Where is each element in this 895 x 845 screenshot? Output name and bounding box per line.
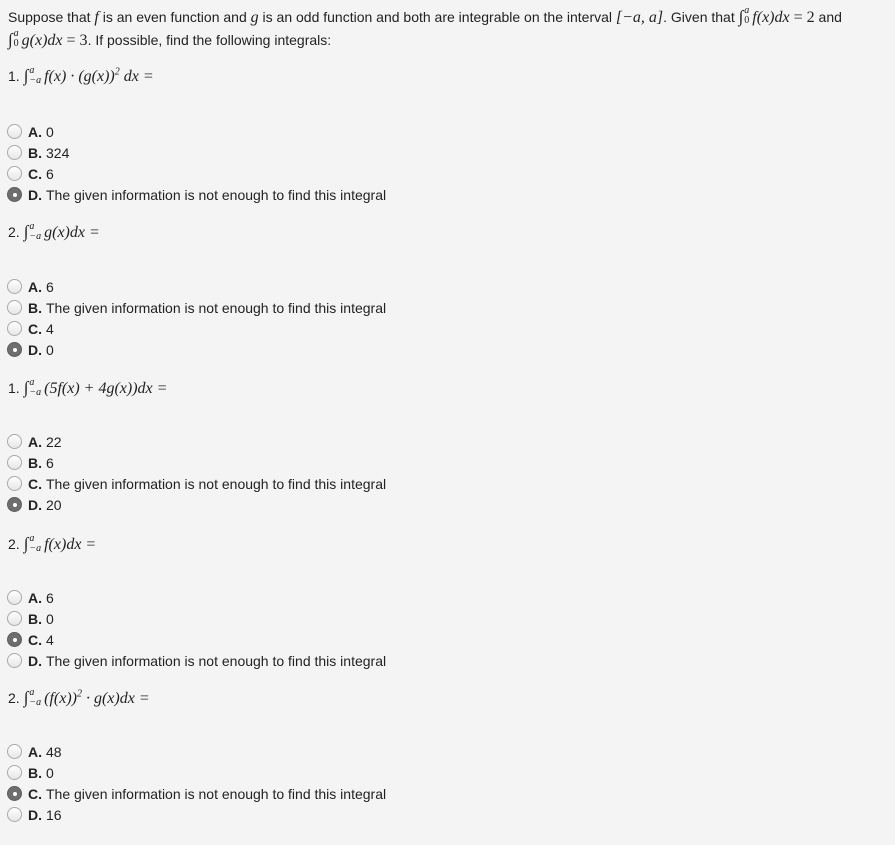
integrand: f(x) · (g(x)) (44, 68, 115, 86)
option-text: 0 (46, 341, 54, 358)
radio-button[interactable] (7, 765, 22, 780)
radio-button[interactable] (7, 342, 22, 357)
option-text: 4 (46, 320, 54, 337)
integrand: f(x)dx = (44, 536, 97, 554)
upper-limit: a (29, 376, 35, 388)
question-integral (23, 686, 150, 708)
answer-option[interactable] (7, 318, 386, 339)
option-text: 16 (46, 806, 62, 823)
answer-option[interactable] (7, 741, 386, 762)
upper-limit: a (29, 686, 35, 698)
option-text: 324 (46, 144, 70, 161)
radio-button[interactable] (7, 279, 22, 294)
option-letter: D. (28, 186, 42, 203)
answer-options (7, 587, 386, 671)
option-label[interactable] (28, 300, 386, 316)
integrand: (5f(x) + 4g(x))dx = (44, 380, 168, 398)
integral-sign: ∫ (23, 688, 29, 708)
lower-limit: −a (29, 386, 42, 398)
integrand: g(x)dx (21, 32, 63, 49)
integral-sign: ∫ (23, 66, 29, 86)
question-number: 1. (8, 380, 20, 397)
option-label[interactable] (28, 653, 386, 669)
option-text: 6 (46, 589, 54, 606)
radio-button[interactable] (7, 807, 22, 822)
option-letter: C. (28, 165, 42, 182)
option-label[interactable] (28, 786, 386, 802)
intro-text-5: and (818, 9, 842, 25)
option-label[interactable] (28, 321, 54, 337)
answer-options (7, 276, 386, 360)
answer-option[interactable] (7, 608, 386, 629)
radio-button[interactable] (7, 166, 22, 181)
lower-limit: −a (29, 542, 42, 554)
option-letter: D. (28, 652, 42, 669)
option-letter: B. (28, 454, 42, 471)
question-integral (23, 532, 97, 554)
option-text: The given information is not enough to find this integral (46, 652, 387, 669)
option-letter: A. (28, 743, 42, 760)
integral-value: = 2 (793, 9, 815, 26)
answer-options (7, 121, 386, 205)
option-letter: B. (28, 299, 42, 316)
answer-options (7, 431, 386, 515)
answer-option[interactable] (7, 629, 386, 650)
answer-option[interactable] (7, 163, 386, 184)
option-label[interactable] (28, 765, 54, 781)
integral-limits (14, 30, 19, 48)
question-prompt (8, 62, 154, 84)
option-text: 0 (46, 764, 54, 781)
intro-text-1: Suppose that (8, 9, 91, 25)
option-letter: C. (28, 785, 42, 802)
lower-limit: −a (29, 696, 42, 708)
option-letter: D. (28, 341, 42, 358)
lower-limit: 0 (744, 15, 750, 27)
integral-sign: ∫ (23, 534, 29, 554)
option-text: The given information is not enough to find this integral (46, 299, 387, 316)
integral-sign: ∫ (8, 30, 13, 49)
question-number: 2. (8, 224, 20, 241)
answer-option[interactable] (7, 494, 386, 515)
radio-button[interactable] (7, 145, 22, 160)
answer-option[interactable] (7, 121, 386, 142)
option-letter: C. (28, 631, 42, 648)
radio-button[interactable] (7, 321, 22, 336)
intro-text-4: . Given that (663, 9, 735, 25)
option-text: 6 (46, 278, 54, 295)
question-prompt (8, 530, 96, 552)
answer-option[interactable] (7, 184, 386, 205)
option-letter: D. (28, 496, 42, 513)
answer-option[interactable] (7, 473, 386, 494)
lower-limit: −a (29, 230, 42, 242)
option-text: 0 (46, 123, 54, 140)
upper-limit: a (29, 64, 35, 76)
interval: [−a, a] (615, 9, 664, 26)
radio-button[interactable] (7, 744, 22, 759)
integral-sign: ∫ (738, 7, 744, 26)
option-label[interactable] (28, 590, 54, 606)
radio-button[interactable] (7, 187, 22, 202)
answer-option[interactable] (7, 452, 386, 473)
answer-option[interactable] (7, 297, 386, 318)
upper-limit: a (29, 220, 35, 232)
radio-button[interactable] (7, 476, 22, 491)
option-label[interactable] (28, 279, 54, 295)
option-label[interactable] (28, 744, 62, 760)
integral-value: = 3 (66, 32, 88, 49)
upper-limit: a (744, 5, 750, 17)
answer-option[interactable] (7, 339, 386, 360)
answer-option[interactable] (7, 650, 386, 671)
answer-option[interactable] (7, 431, 386, 452)
intro-text-3: is an odd function and both are integrable on the interval (262, 9, 612, 25)
radio-button[interactable] (7, 611, 22, 626)
answer-option[interactable] (7, 804, 386, 825)
function-g: g (250, 9, 259, 26)
answer-options (7, 741, 386, 825)
integral-limits (744, 7, 749, 25)
integrand-rest: dx = (123, 68, 154, 86)
integrand: (f(x)) (44, 690, 77, 708)
lower-limit: −a (29, 74, 42, 86)
exponent: 2 (76, 689, 82, 700)
option-letter: C. (28, 320, 42, 337)
option-label[interactable] (28, 476, 386, 492)
intro-text-6: . If possible, find the following integrals: (87, 32, 332, 48)
integrand-rest: · g(x)dx = (85, 690, 150, 708)
option-letter: A. (28, 278, 42, 295)
radio-button[interactable] (7, 632, 22, 647)
option-label[interactable] (28, 342, 54, 358)
radio-button[interactable] (7, 455, 22, 470)
radio-button[interactable] (7, 434, 22, 449)
question-number: 2. (8, 690, 20, 707)
option-letter: B. (28, 610, 42, 627)
radio-button[interactable] (7, 786, 22, 801)
question-number: 2. (8, 536, 20, 553)
option-label[interactable] (28, 145, 69, 161)
question-prompt (8, 684, 150, 706)
upper-limit: a (29, 532, 35, 544)
option-text: The given information is not enough to find this integral (46, 785, 387, 802)
option-text: 6 (46, 454, 54, 471)
integral-limits (29, 376, 42, 398)
answer-option[interactable] (7, 276, 386, 297)
question-integral (23, 220, 100, 242)
option-label[interactable] (28, 166, 54, 182)
integral-limits (29, 64, 42, 86)
option-label[interactable] (28, 497, 62, 513)
option-label[interactable] (28, 124, 54, 140)
integrand: g(x)dx = (44, 224, 100, 242)
exponent: 2 (114, 67, 120, 78)
problem-statement (8, 6, 888, 52)
option-letter: C. (28, 475, 42, 492)
option-label[interactable] (28, 434, 62, 450)
integrand: f(x)dx (752, 9, 790, 26)
radio-button[interactable] (7, 124, 22, 139)
option-text: The given information is not enough to find this integral (46, 475, 387, 492)
radio-button[interactable] (7, 497, 22, 512)
option-letter: D. (28, 806, 42, 823)
integral-limits (29, 532, 42, 554)
option-letter: B. (28, 144, 42, 161)
integral-sign: ∫ (23, 378, 29, 398)
option-label[interactable] (28, 632, 54, 648)
option-text: 0 (46, 610, 54, 627)
question-prompt (8, 374, 167, 396)
option-text: 48 (46, 743, 62, 760)
given-integral-f (738, 5, 815, 27)
radio-button[interactable] (7, 590, 22, 605)
option-text: The given information is not enough to find this integral (46, 186, 387, 203)
option-letter: A. (28, 589, 42, 606)
answer-option[interactable] (7, 142, 386, 163)
option-text: 4 (46, 631, 54, 648)
radio-button[interactable] (7, 653, 22, 668)
option-letter: A. (28, 123, 42, 140)
question-integral (23, 376, 168, 398)
given-integral-g (8, 28, 88, 50)
answer-option[interactable] (7, 587, 386, 608)
question-prompt (8, 218, 100, 240)
option-label[interactable] (28, 807, 62, 823)
intro-text-2: is an even function and (102, 9, 247, 25)
option-text: 22 (46, 433, 62, 450)
option-label[interactable] (28, 187, 386, 203)
option-letter: A. (28, 433, 42, 450)
option-label[interactable] (28, 455, 54, 471)
lower-limit: 0 (13, 38, 19, 50)
integral-sign: ∫ (23, 222, 29, 242)
answer-option[interactable] (7, 762, 386, 783)
integral-limits (29, 686, 42, 708)
answer-option[interactable] (7, 783, 386, 804)
integral-limits (29, 220, 42, 242)
option-text: 6 (46, 165, 54, 182)
function-f: f (94, 9, 99, 26)
option-label[interactable] (28, 611, 54, 627)
question-number: 1. (8, 68, 20, 85)
question-integral (23, 64, 154, 86)
option-text: 20 (46, 496, 62, 513)
option-letter: B. (28, 764, 42, 781)
upper-limit: a (13, 28, 19, 40)
radio-button[interactable] (7, 300, 22, 315)
